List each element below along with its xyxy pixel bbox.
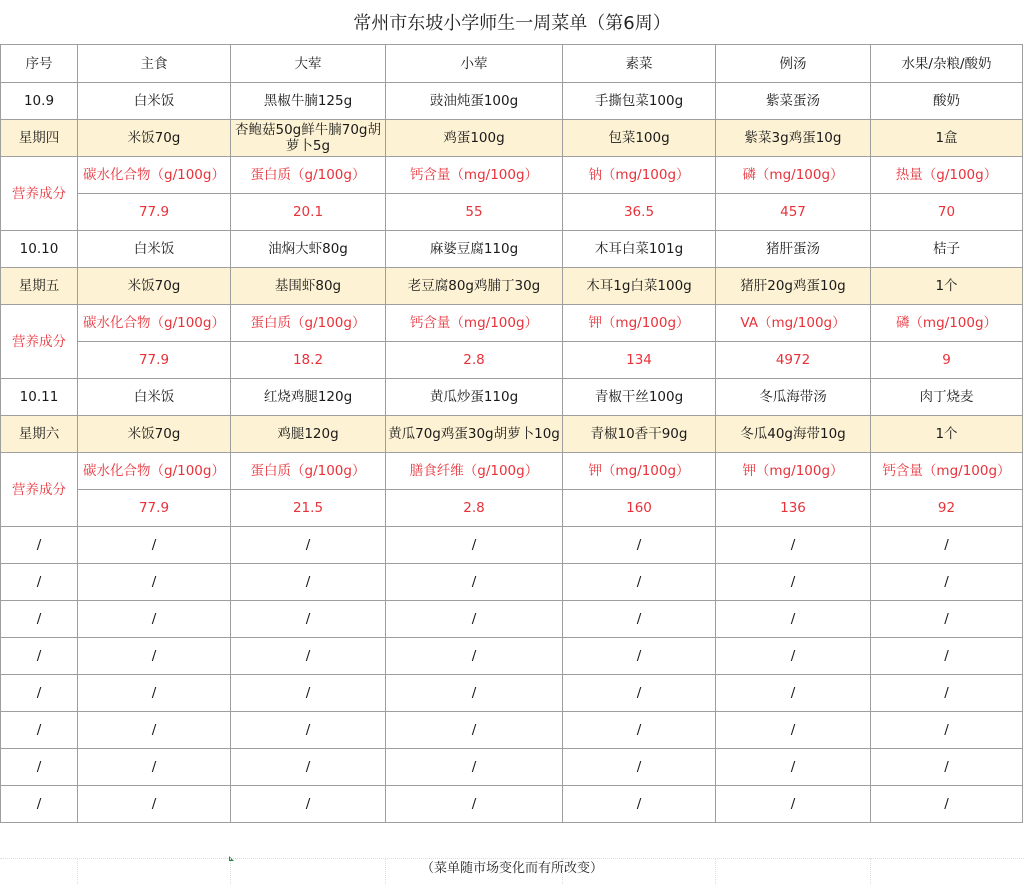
footer-note: （菜单随市场变化而有所改变） [420, 861, 603, 876]
empty-cell: / [386, 601, 563, 638]
nutrient-value: 70 [871, 194, 1023, 231]
ingredient-cell: 包菜100g [563, 120, 716, 157]
nutrition-label: 营养成分 [1, 157, 78, 231]
empty-cell: / [716, 712, 871, 749]
ingredient-cell: 基围虾80g [231, 268, 386, 305]
nutrition-name-row [1, 305, 1023, 342]
nutrient-value: 20.1 [231, 194, 386, 231]
nutrient-name: 磷（mg/100g） [716, 157, 871, 194]
empty-cell: / [386, 712, 563, 749]
nutrient-value: 160 [563, 490, 716, 527]
header-cell: 水果/杂粮/酸奶 [871, 45, 1023, 83]
header-cell: 序号 [1, 45, 78, 83]
sheet-footer [0, 846, 1024, 886]
empty-cell: / [78, 749, 231, 786]
empty-cell: / [716, 786, 871, 823]
empty-cell: / [386, 786, 563, 823]
ingredient-cell: 老豆腐80g鸡脯丁30g [386, 268, 563, 305]
empty-cell: / [78, 564, 231, 601]
dish-cell: 冬瓜海带汤 [716, 379, 871, 416]
dish-cell: 白米饭 [78, 83, 231, 120]
dish-cell: 黑椒牛腩125g [231, 83, 386, 120]
empty-cell: / [231, 712, 386, 749]
ingredient-cell: 1盒 [871, 120, 1023, 157]
empty-cell: / [231, 749, 386, 786]
nutrient-value: 77.9 [78, 490, 231, 527]
nutrient-name: 热量（g/100g） [871, 157, 1023, 194]
empty-cell: / [871, 786, 1023, 823]
nutrition-label: 营养成分 [1, 453, 78, 527]
empty-cell: / [386, 749, 563, 786]
empty-cell: / [871, 601, 1023, 638]
empty-cell: / [231, 786, 386, 823]
nutrient-name: 碳水化合物（g/100g） [78, 157, 231, 194]
nutrient-name: 磷（mg/100g） [871, 305, 1023, 342]
nutrient-value: 36.5 [563, 194, 716, 231]
nutrient-name: 钙含量（mg/100g） [386, 305, 563, 342]
nutrient-name: 钾（mg/100g） [563, 453, 716, 490]
dish-cell: 红烧鸡腿120g [231, 379, 386, 416]
nutrient-value: 134 [563, 342, 716, 379]
dish-cell: 肉丁烧麦 [871, 379, 1023, 416]
ingredient-cell: 木耳1g白菜100g [563, 268, 716, 305]
empty-row [1, 749, 1023, 786]
nutrition-name-row [1, 453, 1023, 490]
nutrient-name: 钾（mg/100g） [563, 305, 716, 342]
empty-cell: / [78, 786, 231, 823]
nutrient-name: 钠（mg/100g） [563, 157, 716, 194]
empty-cell: / [563, 527, 716, 564]
dish-cell: 桔子 [871, 231, 1023, 268]
nutrient-name: 蛋白质（g/100g） [231, 453, 386, 490]
empty-cell: / [1, 638, 78, 675]
empty-cell: / [1, 527, 78, 564]
empty-cell: / [563, 638, 716, 675]
dish-cell: 青椒干丝100g [563, 379, 716, 416]
empty-row [1, 786, 1023, 823]
weekday-row [1, 268, 1023, 305]
empty-cell: / [716, 527, 871, 564]
empty-cell: / [871, 712, 1023, 749]
ingredient-cell: 冬瓜40g海带10g [716, 416, 871, 453]
ingredient-cell: 米饭70g [78, 120, 231, 157]
weekday-cell: 星期四 [1, 120, 78, 157]
empty-cell: / [871, 675, 1023, 712]
weekday-cell: 星期五 [1, 268, 78, 305]
ingredient-cell: 1个 [871, 268, 1023, 305]
empty-cell: / [1, 564, 78, 601]
empty-cell: / [78, 638, 231, 675]
empty-cell: / [563, 564, 716, 601]
nutrient-value: 92 [871, 490, 1023, 527]
empty-cell: / [563, 749, 716, 786]
empty-row [1, 601, 1023, 638]
date-cell: 10.9 [1, 83, 78, 120]
ingredient-cell: 杏鲍菇50g鲜牛腩70g胡萝卜5g [231, 120, 386, 157]
ingredient-cell: 1个 [871, 416, 1023, 453]
header-cell: 主食 [78, 45, 231, 83]
nutrient-name: 蛋白质（g/100g） [231, 305, 386, 342]
empty-cell: / [386, 527, 563, 564]
empty-cell: / [563, 786, 716, 823]
empty-cell: / [1, 749, 78, 786]
nutrient-value: 18.2 [231, 342, 386, 379]
nutrient-name: 膳食纤维（g/100g） [386, 453, 563, 490]
empty-row [1, 712, 1023, 749]
dish-cell: 猪肝蛋汤 [716, 231, 871, 268]
nutrient-value: 457 [716, 194, 871, 231]
ingredient-cell: 紫菜3g鸡蛋10g [716, 120, 871, 157]
empty-row [1, 638, 1023, 675]
dish-cell: 豉油炖蛋100g [386, 83, 563, 120]
nutrient-value: 136 [716, 490, 871, 527]
empty-cell: / [1, 675, 78, 712]
date-cell: 10.10 [1, 231, 78, 268]
empty-cell: / [716, 749, 871, 786]
nutrient-value: 4972 [716, 342, 871, 379]
header-cell: 素菜 [563, 45, 716, 83]
empty-cell: / [231, 601, 386, 638]
nutrient-value: 21.5 [231, 490, 386, 527]
nutrient-name: 碳水化合物（g/100g） [78, 305, 231, 342]
nutrient-name: VA（mg/100g） [716, 305, 871, 342]
empty-cell: / [716, 638, 871, 675]
dish-cell: 酸奶 [871, 83, 1023, 120]
empty-cell: / [231, 675, 386, 712]
header-cell: 例汤 [716, 45, 871, 83]
empty-cell: / [78, 527, 231, 564]
empty-cell: / [231, 638, 386, 675]
dish-cell: 麻婆豆腐110g [386, 231, 563, 268]
empty-cell: / [871, 527, 1023, 564]
empty-cell: / [78, 601, 231, 638]
empty-cell: / [386, 564, 563, 601]
ingredient-cell: 鸡腿120g [231, 416, 386, 453]
dish-cell: 油焖大虾80g [231, 231, 386, 268]
ingredient-cell: 青椒10香干90g [563, 416, 716, 453]
weekday-row [1, 120, 1023, 157]
nutrition-label: 营养成分 [1, 305, 78, 379]
weekday-cell: 星期六 [1, 416, 78, 453]
dish-cell: 紫菜蛋汤 [716, 83, 871, 120]
ingredient-cell: 鸡蛋100g [386, 120, 563, 157]
empty-cell: / [386, 638, 563, 675]
date-cell: 10.11 [1, 379, 78, 416]
header-cell: 大荤 [231, 45, 386, 83]
nutrition-value-row [1, 342, 1023, 379]
nutrient-value: 2.8 [386, 490, 563, 527]
empty-row [1, 564, 1023, 601]
dish-cell: 手撕包菜100g [563, 83, 716, 120]
empty-cell: / [716, 675, 871, 712]
empty-row [1, 675, 1023, 712]
nutrient-name: 蛋白质（g/100g） [231, 157, 386, 194]
dish-cell: 木耳白菜101g [563, 231, 716, 268]
empty-cell: / [1, 712, 78, 749]
date-row [1, 231, 1023, 268]
nutrient-value: 9 [871, 342, 1023, 379]
empty-cell: / [78, 675, 231, 712]
empty-cell: / [386, 675, 563, 712]
nutrient-name: 碳水化合物（g/100g） [78, 453, 231, 490]
nutrient-name: 钾（mg/100g） [716, 453, 871, 490]
nutrient-value: 77.9 [78, 342, 231, 379]
ingredient-cell: 米饭70g [78, 416, 231, 453]
empty-cell: / [716, 601, 871, 638]
header-cell: 小荤 [386, 45, 563, 83]
date-row [1, 379, 1023, 416]
header-row [1, 45, 1023, 83]
empty-cell: / [231, 527, 386, 564]
page-title: 常州市东坡小学师生一周菜单（第6周） [353, 13, 671, 34]
empty-cell: / [871, 564, 1023, 601]
empty-cell: / [716, 564, 871, 601]
empty-cell: / [231, 564, 386, 601]
nutrient-value: 55 [386, 194, 563, 231]
nutrient-value: 2.8 [386, 342, 563, 379]
nutrition-value-row [1, 194, 1023, 231]
date-row [1, 83, 1023, 120]
empty-cell: / [78, 712, 231, 749]
weekday-row [1, 416, 1023, 453]
empty-cell: / [1, 786, 78, 823]
nutrient-name: 钙含量（mg/100g） [386, 157, 563, 194]
ingredient-cell: 猪肝20g鸡蛋10g [716, 268, 871, 305]
dish-cell: 白米饭 [78, 379, 231, 416]
nutrition-name-row [1, 157, 1023, 194]
weekly-menu-table [0, 44, 1023, 823]
nutrient-value: 77.9 [78, 194, 231, 231]
empty-cell: / [1, 601, 78, 638]
dish-cell: 白米饭 [78, 231, 231, 268]
ingredient-cell: 黄瓜70g鸡蛋30g胡萝卜10g [386, 416, 563, 453]
nutrient-name: 钙含量（mg/100g） [871, 453, 1023, 490]
ingredient-cell: 米饭70g [78, 268, 231, 305]
empty-cell: / [563, 601, 716, 638]
empty-cell: / [871, 638, 1023, 675]
empty-cell: / [871, 749, 1023, 786]
empty-cell: / [563, 712, 716, 749]
dish-cell: 黄瓜炒蛋110g [386, 379, 563, 416]
empty-cell: / [563, 675, 716, 712]
nutrition-value-row [1, 490, 1023, 527]
empty-row [1, 527, 1023, 564]
